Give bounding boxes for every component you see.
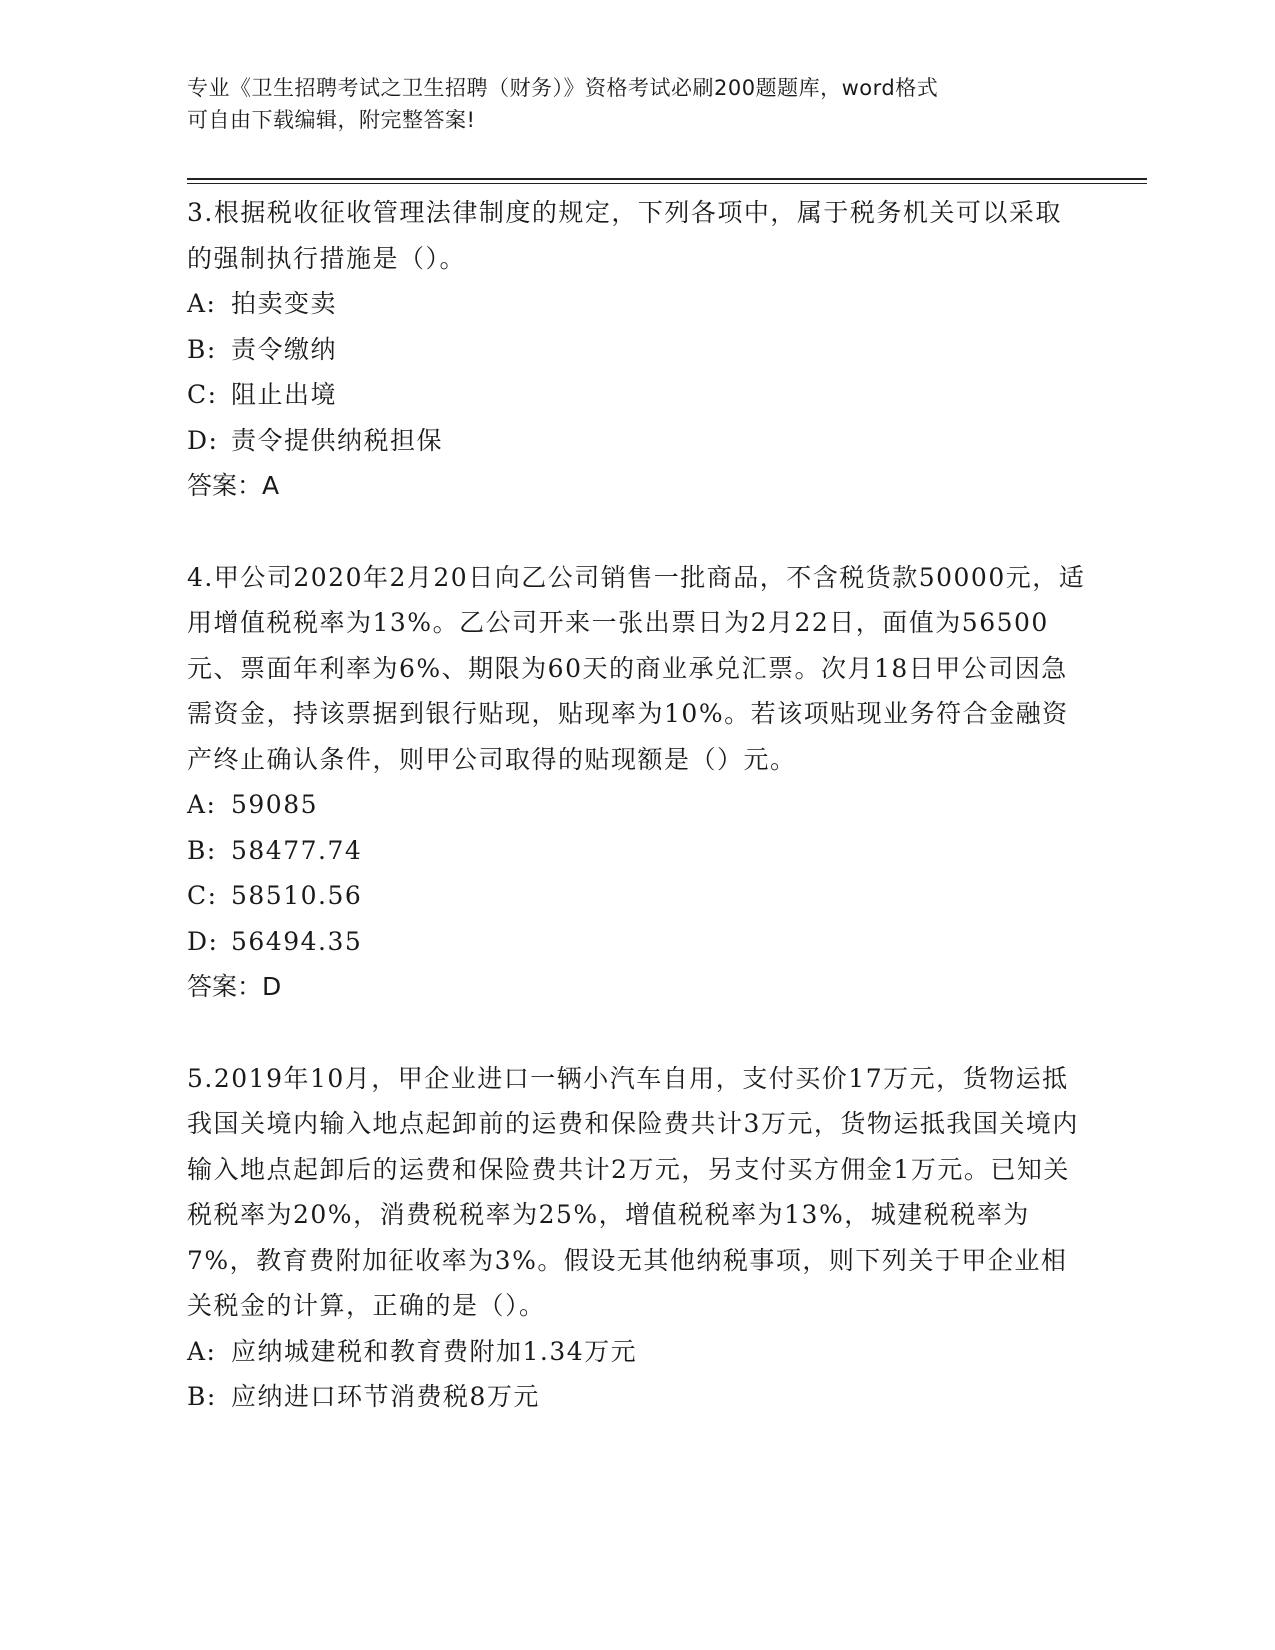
option-letter: C: [187,380,218,409]
header-divider-thick [187,178,1147,180]
option-letter: A: [187,289,217,318]
option-text: 应纳城建税和教育费附加1.34万元 [231,1336,638,1366]
option-letter: B: [187,1382,217,1411]
option-c [187,873,1087,919]
option-letter: B: [187,835,217,865]
option-a [187,281,1087,327]
header-divider-thin [187,183,1147,184]
option-text: 阻止出境 [231,380,338,409]
option-text: 责令提供纳税担保 [231,425,444,455]
question-text: 4.甲公司2020年2月20日向乙公司销售一批商品，不含税货款50000元，适用增值税税率为13%。乙公司开来一张出票日为2月22日，面值为56500元、票面年利率为6%、期限为60天的商业承兑汇票。次月18日甲公司因急需资金，持该票据到银行贴现，贴现率为10%。若该项贴现业务符合金融资产终止确认条件，则甲公司取得的贴现额是（）元。 [187,562,1086,774]
option-letter: D: [187,926,219,956]
option-a [187,782,1087,828]
header-line-1: 专业《卫生招聘考试之卫生招聘（财务）》资格考试必刷200题题库，word格式 [187,76,939,100]
option-text: 拍卖变卖 [231,289,338,318]
option-text: 58510.56 [231,881,363,910]
option-d [187,919,1087,965]
question-4 [187,555,1087,1010]
document-header [187,72,1067,136]
option-d [187,418,1087,464]
option-b [187,1374,1087,1420]
option-text: 58477.74 [231,835,363,865]
header-line-2: 可自由下载编辑，附完整答案! [187,108,476,132]
option-b [187,327,1087,373]
spacer [187,1010,1087,1056]
question-text: 5.2019年10月，甲企业进口一辆小汽车自用，支付买价17万元，货物运抵我国关境内输入地点起卸前的运费和保险费共计3万元，货物运抵我国关境内输入地点起卸后的运费和保险费共计2万元，另支付买方佣金1万元。已知关税税率为20%，消费税税率为25%，增值税税率为13%，城建税税率为7%，教育费附加征收率为3%。假设无其他纳税事项，则下列关于甲企业相关税金的计算，正确的是（）。 [187,1063,1079,1320]
option-letter: D: [187,425,219,455]
question-text: 3.根据税收征收管理法律制度的规定，下列各项中，属于税务机关可以采取的强制执行措施是（）。 [187,198,1062,273]
option-text: 59085 [231,790,319,819]
answer: 答案：A [187,471,280,500]
option-b [187,828,1087,874]
question-3 [187,190,1087,509]
answer: 答案：D [187,972,282,1001]
option-text: 56494.35 [231,926,363,956]
option-a [187,1329,1087,1375]
question-5 [187,1056,1087,1420]
option-letter: B: [187,334,217,364]
option-text: 应纳进口环节消费税8万元 [231,1382,540,1411]
option-text: 责令缴纳 [231,334,338,364]
spacer [187,509,1087,555]
option-c [187,372,1087,418]
option-letter: A: [187,1336,217,1366]
option-letter: C: [187,881,218,910]
question-list [187,190,1087,1420]
option-letter: A: [187,790,217,819]
